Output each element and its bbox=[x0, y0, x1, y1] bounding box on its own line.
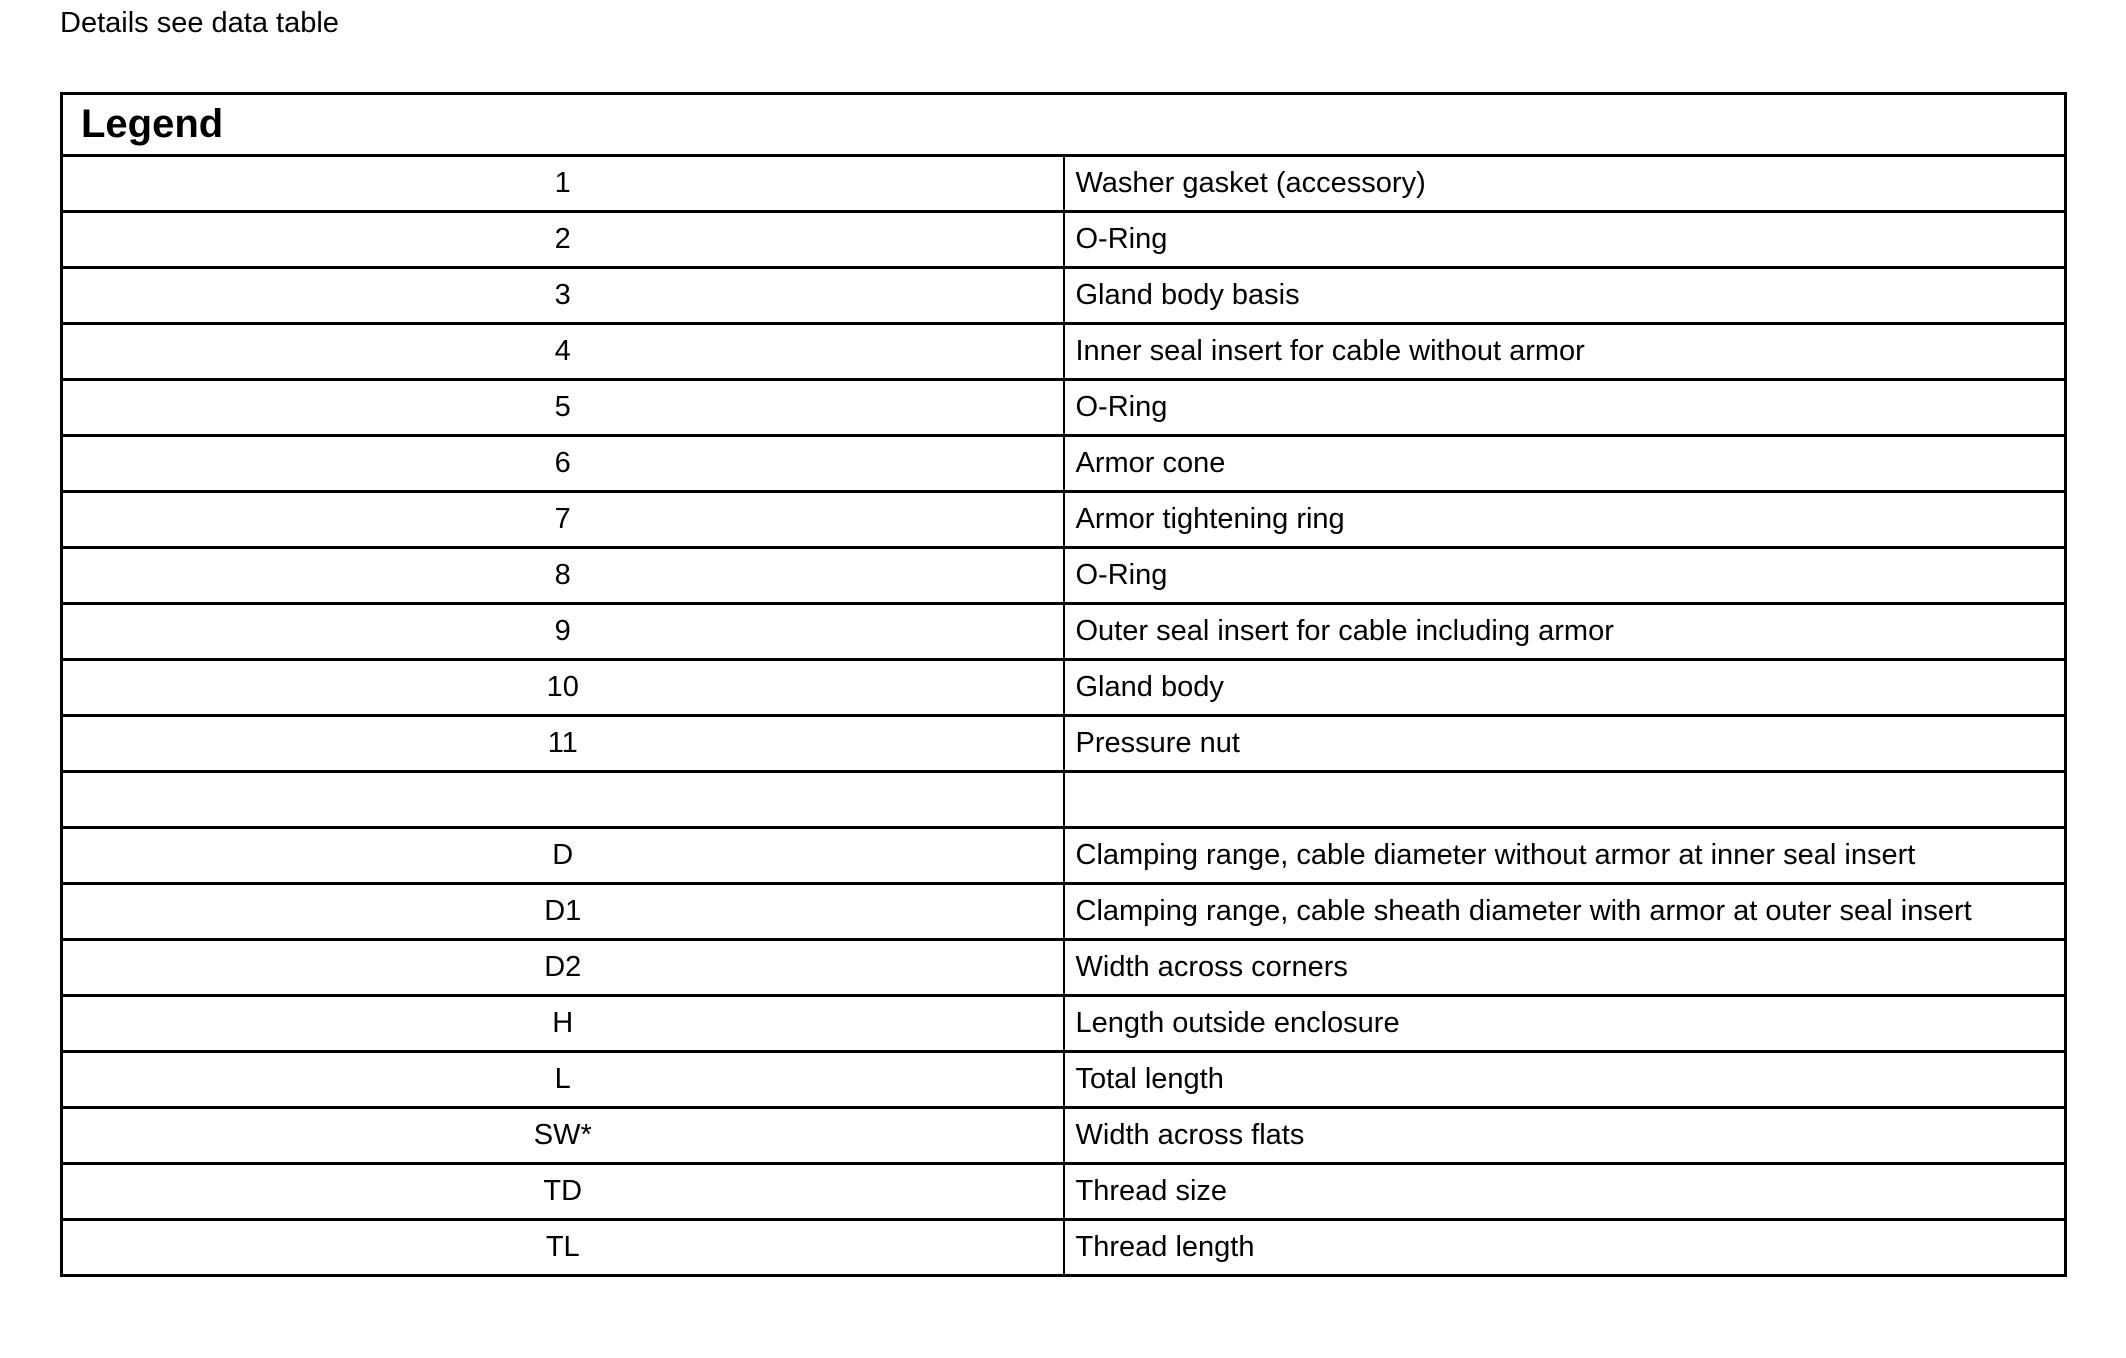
legend-description bbox=[1064, 772, 2066, 828]
legend-description: O-Ring bbox=[1064, 212, 2066, 268]
legend-key: 10 bbox=[62, 660, 1064, 716]
table-row bbox=[62, 436, 2066, 492]
legend-description: O-Ring bbox=[1064, 548, 2066, 604]
legend-key: TD bbox=[62, 1164, 1064, 1220]
legend-description: Length outside enclosure bbox=[1064, 996, 2066, 1052]
legend-key: H bbox=[62, 996, 1064, 1052]
table-row bbox=[62, 212, 2066, 268]
table-row bbox=[62, 1108, 2066, 1164]
legend-key: 4 bbox=[62, 324, 1064, 380]
table-row bbox=[62, 828, 2066, 884]
legend-description: Washer gasket (accessory) bbox=[1064, 156, 2066, 212]
details-note: Details see data table bbox=[60, 7, 339, 39]
table-row bbox=[62, 1164, 2066, 1220]
legend-key: D2 bbox=[62, 940, 1064, 996]
table-row bbox=[62, 604, 2066, 660]
table-row bbox=[62, 1052, 2066, 1108]
legend-key: 7 bbox=[62, 492, 1064, 548]
legend-table-body bbox=[62, 156, 2066, 1276]
legend-key: 2 bbox=[62, 212, 1064, 268]
legend-key: 3 bbox=[62, 268, 1064, 324]
legend-description: Thread length bbox=[1064, 1220, 2066, 1276]
legend-description: Armor cone bbox=[1064, 436, 2066, 492]
legend-description: Total length bbox=[1064, 1052, 2066, 1108]
legend-table-header bbox=[62, 94, 2066, 156]
legend-description: Width across flats bbox=[1064, 1108, 2066, 1164]
table-row-empty bbox=[62, 772, 2066, 828]
legend-table bbox=[60, 92, 2067, 1277]
table-row bbox=[62, 492, 2066, 548]
table-row bbox=[62, 716, 2066, 772]
legend-description: Clamping range, cable diameter without armor at inner seal insert bbox=[1064, 828, 2066, 884]
legend-description: Armor tightening ring bbox=[1064, 492, 2066, 548]
legend-key: 11 bbox=[62, 716, 1064, 772]
legend-key: 8 bbox=[62, 548, 1064, 604]
legend-description: Pressure nut bbox=[1064, 716, 2066, 772]
legend-key: 5 bbox=[62, 380, 1064, 436]
legend-key: D bbox=[62, 828, 1064, 884]
legend-description: Outer seal insert for cable including armor bbox=[1064, 604, 2066, 660]
legend-key: SW* bbox=[62, 1108, 1064, 1164]
legend-description: Gland body basis bbox=[1064, 268, 2066, 324]
legend-key: 9 bbox=[62, 604, 1064, 660]
legend-description: Thread size bbox=[1064, 1164, 2066, 1220]
legend-description: Clamping range, cable sheath diameter with armor at outer seal insert bbox=[1064, 884, 2066, 940]
table-row bbox=[62, 156, 2066, 212]
legend-title-row bbox=[62, 94, 2066, 156]
legend-key: TL bbox=[62, 1220, 1064, 1276]
legend-description: O-Ring bbox=[1064, 380, 2066, 436]
legend-description: Gland body bbox=[1064, 660, 2066, 716]
legend-key: 6 bbox=[62, 436, 1064, 492]
table-row bbox=[62, 268, 2066, 324]
legend-description: Width across corners bbox=[1064, 940, 2066, 996]
table-row bbox=[62, 1220, 2066, 1276]
table-row bbox=[62, 996, 2066, 1052]
table-row bbox=[62, 884, 2066, 940]
legend-key: 1 bbox=[62, 156, 1064, 212]
legend-key: L bbox=[62, 1052, 1064, 1108]
legend-description: Inner seal insert for cable without armor bbox=[1064, 324, 2066, 380]
table-row bbox=[62, 324, 2066, 380]
table-row bbox=[62, 548, 2066, 604]
table-row bbox=[62, 660, 2066, 716]
legend-key: D1 bbox=[62, 884, 1064, 940]
table-row bbox=[62, 380, 2066, 436]
legend-title: Legend bbox=[62, 94, 2066, 156]
table-row bbox=[62, 940, 2066, 996]
legend-key bbox=[62, 772, 1064, 828]
